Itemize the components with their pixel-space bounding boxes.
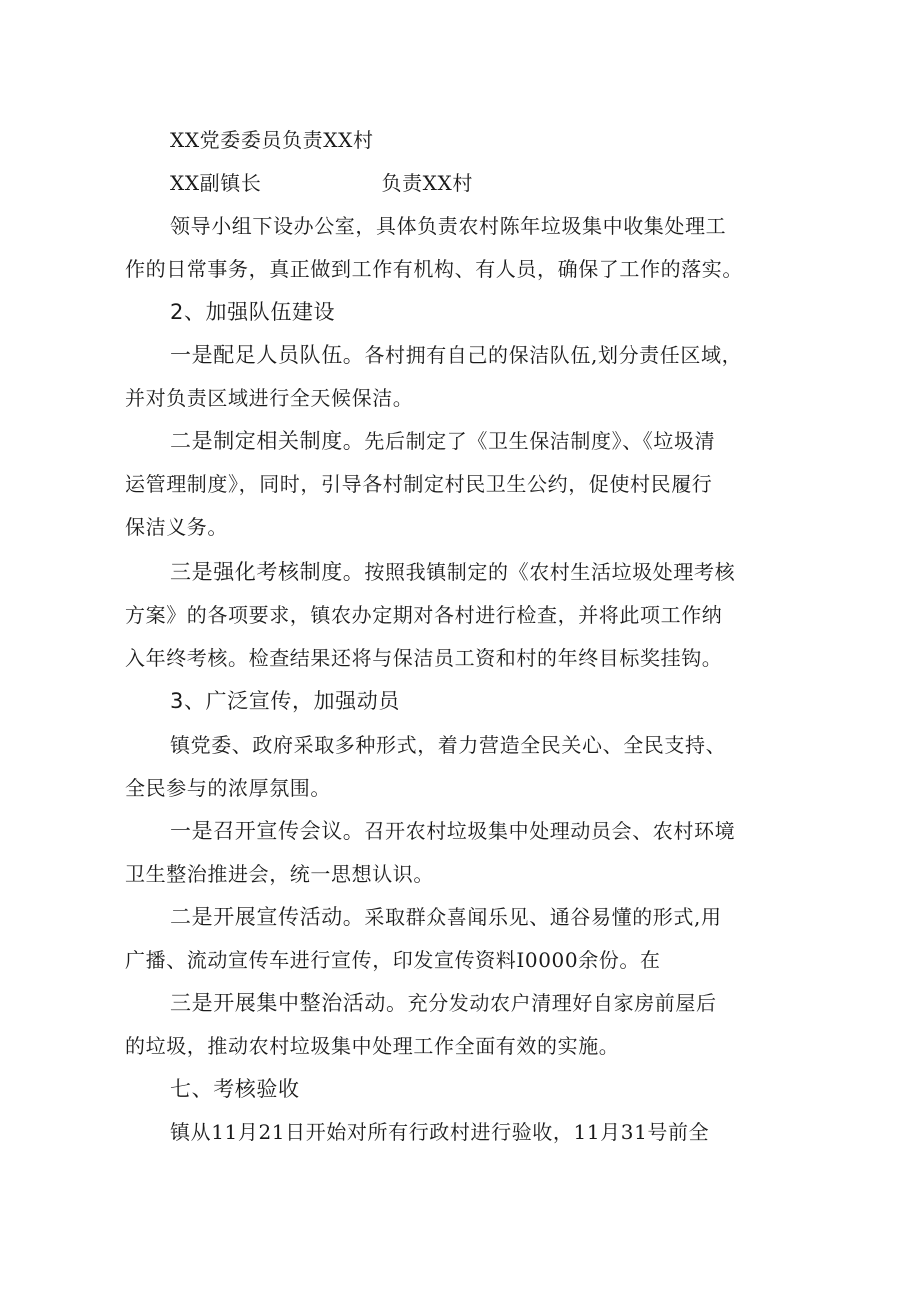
s3-item1-lead: 一是召开宣传会议。 (170, 819, 365, 843)
s3-item3-line-1 (170, 990, 717, 1016)
s2-item1-rest: 各村拥有自己的保洁队伍,划分责任区域， (364, 343, 743, 367)
s2-item1-line-2: 并对负责区域进行全天候保洁。 (125, 386, 414, 410)
s2-item1-line-1 (170, 342, 742, 368)
office-para-line-2: 作的日常事务，真正做到工作有机构、有人员，确保了工作的落实。 (125, 257, 743, 281)
s7-line-1: 镇从11月21日开始对所有行政村进行验收，11月31号前全 (170, 1120, 710, 1144)
s3-item3-line-2: 的垃圾，推动农村垃圾集中处理工作全面有效的实施。 (125, 1034, 620, 1058)
member-line-1 (170, 127, 374, 153)
s3-item1-line-2: 卫生整治推进会，统一思想认识。 (125, 862, 434, 886)
s2-item2-line-1 (170, 428, 715, 454)
s2-item3-lead: 三是强化考核制度。 (170, 560, 365, 584)
s2-item2-lead: 二是制定相关制度。 (170, 429, 365, 453)
section7-title: 七、考核验收 (170, 1077, 300, 1101)
s2-item3-line-3: 入年终考核。检查结果还将与保洁员工资和村的年终目标奖挂钩。 (125, 646, 723, 670)
member-line-2 (170, 170, 473, 196)
s3-item2-rest: 采取群众喜闻乐见、通谷易懂的形式,用 (364, 905, 722, 929)
s3-item2-lead: 二是开展宣传活动。 (170, 905, 365, 929)
s3-item2-line-2: 广播、流动宣传车进行宣传，印发宣传资料I0000余份。在 (125, 948, 661, 972)
member-duty: 负责XX村 (282, 128, 374, 152)
s3-item1-rest: 召开农村垃圾集中处理动员会、农村环境 (364, 819, 736, 843)
member-name: XX党委委员 (170, 128, 283, 152)
s3-item3-rest: 充分发动农户清理好自家房前屋后 (407, 991, 717, 1015)
member-name: XX副镇长 (170, 171, 262, 195)
s3-item1-line-1 (170, 818, 735, 844)
s2-item2-line-2: 运管理制度》，同时，引导各村制定村民卫生公约，促使村民履行 (125, 472, 713, 496)
section2-title: 2、加强队伍建设 (170, 300, 336, 324)
s3-item2-line-1 (170, 904, 722, 930)
section3-title: 3、广泛宣传，加强动员 (170, 689, 400, 713)
s2-item3-rest: 按照我镇制定的《农村生活垃圾处理考核 (364, 560, 736, 584)
s2-item2-line-3: 保洁义务。 (125, 515, 228, 539)
s3-intro-line-2: 全民参与的浓厚氛围。 (125, 776, 331, 800)
s2-item3-line-1 (170, 559, 735, 585)
s2-item1-lead: 一是配足人员队伍。 (170, 343, 365, 367)
s3-item3-lead: 三是开展集中整治活动。 (170, 991, 408, 1015)
s2-item3-line-2: 方案》的各项要求，镇农办定期对各村进行检查，并将此项工作纳 (125, 603, 723, 627)
member-duty: 负责XX村 (381, 171, 473, 195)
s3-intro-line-1: 镇党委、政府采取多种形式，着力营造全民关心、全民支持、 (170, 733, 727, 757)
s2-item2-rest: 先后制定了《卫生保洁制度》、《垃圾清 (364, 429, 716, 453)
office-para-line-1: 领导小组下设办公室，具体负责农村陈年垃圾集中收集处理工 (170, 214, 727, 238)
